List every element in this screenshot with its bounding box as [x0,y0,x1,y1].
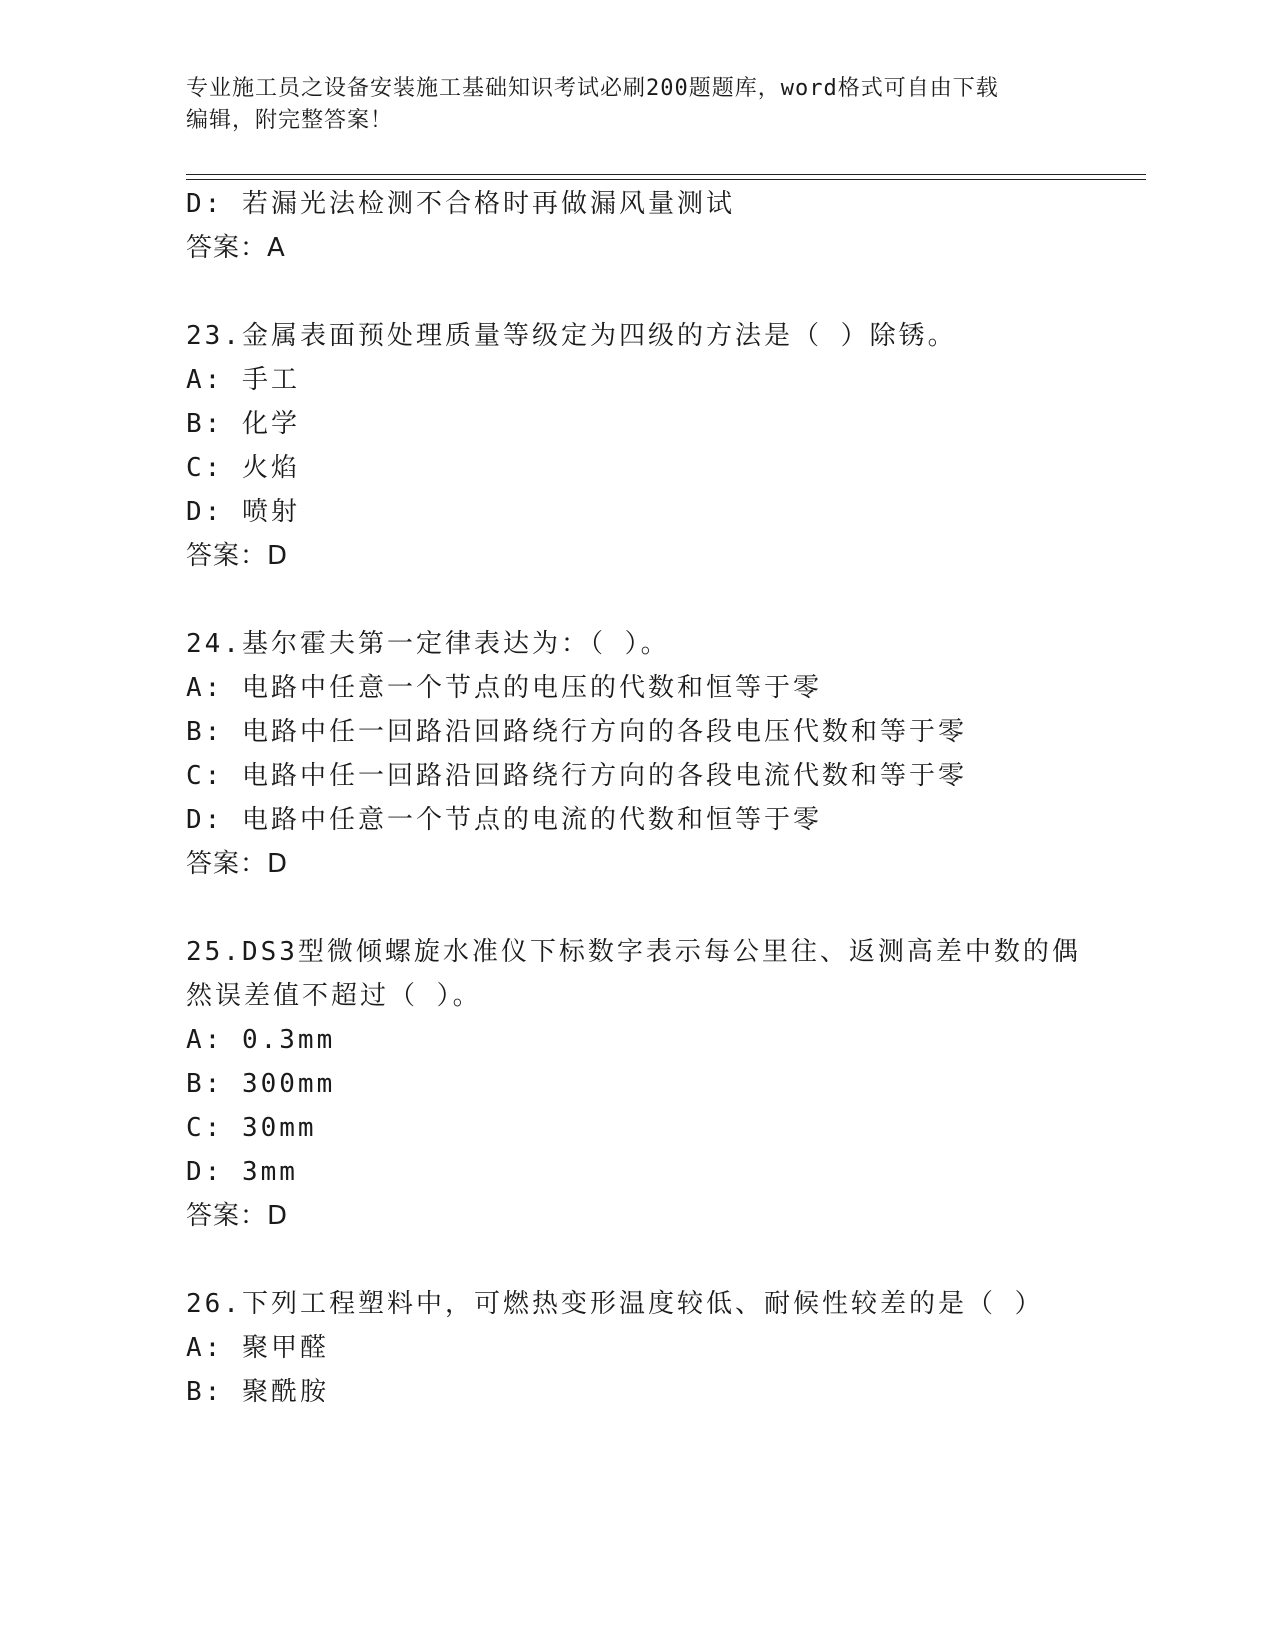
q23-option-c: C: 火焰 [186,453,300,483]
q25-option-c: C: 30mm [186,1113,317,1143]
header-title-line2: 编辑，附完整答案！ [186,108,394,133]
q25-question-line2: 然误差值不超过（ ）。 [186,981,482,1011]
q24-option-b: B: 电路中任一回路沿回路绕行方向的各段电压代数和等于零 [186,717,967,747]
q25-option-b: B: 300mm [186,1069,336,1099]
q24-option-c: C: 电路中任一回路沿回路绕行方向的各段电流代数和等于零 [186,761,967,791]
q23-option-b: B: 化学 [186,409,300,439]
q26-question: 26.下列工程塑料中，可燃热变形温度较低、耐候性较差的是（ ） [186,1289,1044,1319]
q23-option-d: D: 喷射 [186,497,300,527]
q24-answer: 答案：D [186,849,289,879]
q25-option-d: D: 3mm [186,1157,298,1187]
q25-answer: 答案：D [186,1201,289,1231]
q25-option-a: A: 0.3mm [186,1025,336,1055]
q24-question: 24.基尔霍夫第一定律表达为：（ ）。 [186,629,670,659]
q23-answer: 答案：D [186,541,289,571]
q25-question-line1: 25.DS3型微倾螺旋水准仪下标数字表示每公里往、返测高差中数的偶 [186,937,1081,967]
q26-option-b: B: 聚酰胺 [186,1377,329,1407]
q24-option-a: A: 电路中任意一个节点的电压的代数和恒等于零 [186,673,822,703]
header-divider-bottom [186,179,1146,180]
prev-answer: 答案：A [186,233,286,263]
q24-option-d: D: 电路中任意一个节点的电流的代数和恒等于零 [186,805,822,835]
header-title-line1: 专业施工员之设备安装施工基础知识考试必刷200题题库，word格式可自由下载 [186,76,999,101]
document-header [186,73,1086,137]
prev-option-d: D: 若漏光法检测不合格时再做漏风量测试 [186,189,735,219]
q26-option-a: A: 聚甲醛 [186,1333,329,1363]
header-divider-top [186,174,1146,175]
q23-question: 23.金属表面预处理质量等级定为四级的方法是（ ）除锈。 [186,321,957,351]
q23-option-a: A: 手工 [186,365,300,395]
